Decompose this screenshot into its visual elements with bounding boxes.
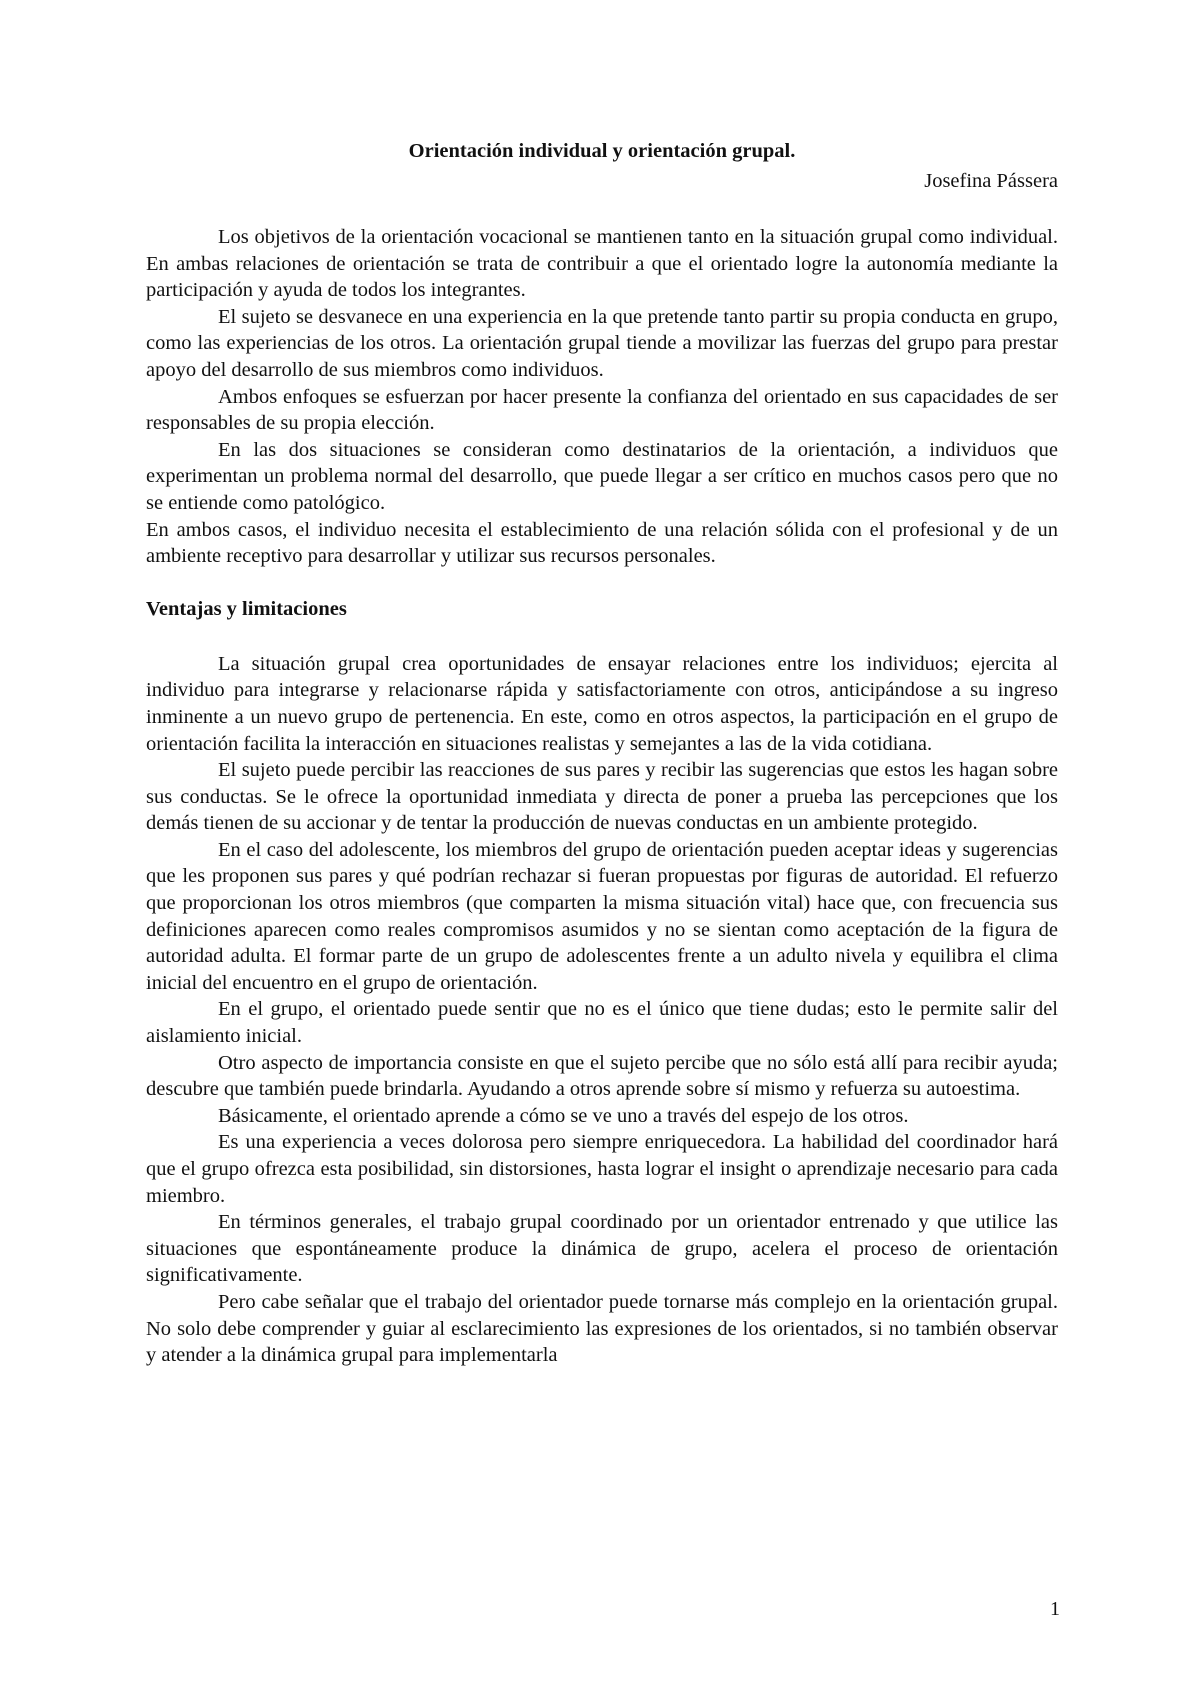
intro-section: [146, 224, 1058, 570]
intro-paragraph: En ambos casos, el individuo necesita el establecimiento de una relación sólida con el profesional y de un ambiente receptivo para desarrollar y utilizar sus recursos personales.: [146, 518, 1058, 568]
intro-paragraph: Ambos enfoques se esfuerzan por hacer presente la confianza del orientado en sus capacidades de ser responsables de su propia elección.: [146, 385, 1058, 435]
section-paragraph: El sujeto puede percibir las reacciones de sus pares y recibir las sugerencias que estos les hagan sobre sus conductas. Se le ofrece la oportunidad inmediata y directa de poner a prueba las percepciones que los demás tienen de su accionar y de tentar la producción de nuevas conductas en un ambiente protegido.: [146, 759, 1058, 835]
intro-paragraph: El sujeto se desvanece en una experiencia en la que pretende tanto partir su propia conducta en grupo, como las experiencias de los otros. La orientación grupal tiende a movilizar las fuerzas del grupo para prestar apoyo del desarrollo de sus miembros como individuos.: [146, 305, 1058, 381]
section-paragraph: Es una experiencia a veces dolorosa pero siempre enriquecedora. La habilidad del coordinador hará que el grupo ofrezca esta posibilidad, sin distorsiones, hasta lograr el insight o aprendizaje necesario para cada miembro.: [146, 1131, 1058, 1207]
intro-paragraph: En las dos situaciones se consideran como destinatarios de la orientación, a individuos que experimentan un problema normal del desarrollo, que puede llegar a ser crítico en muchos casos pero que no se entiende como patológico.: [146, 438, 1058, 514]
page-content: [146, 138, 1058, 1369]
section-paragraph: Pero cabe señalar que el trabajo del orientador puede tornarse más complejo en la orientación grupal. No solo debe comprender y guiar al esclarecimiento las expresiones de los orientados, si no también observar y atender a la dinámica grupal para implementarla: [146, 1290, 1058, 1367]
section-paragraph: En el caso del adolescente, los miembros del grupo de orientación pueden aceptar ideas y sugerencias que les proponen sus pares y qué podrían rechazar si fueran propuestas por figuras de autoridad. El refuerzo que proporcionan los otros miembros (que comparten la misma situación vital) hace que, con frecuencia sus definiciones aparecen como reales compromisos asumidos y no se sientan como aceptación de la figura de autoridad adulta. El formar parte de un grupo de adolescentes frente a un adulto nivela y equilibra el clima inicial del encuentro en el grupo de orientación.: [146, 838, 1058, 994]
document-author: Josefina Pássera: [924, 170, 1058, 192]
section-paragraph: En el grupo, el orientado puede sentir que no es el único que tiene dudas; esto le permite salir del aislamiento inicial.: [146, 998, 1058, 1048]
page-number: 1: [1050, 1598, 1060, 1620]
document-title: Orientación individual y orientación grupal.: [408, 140, 796, 162]
intro-paragraph: Los objetivos de la orientación vocacional se mantienen tanto en la situación grupal como individual. En ambas relaciones de orientación se trata de contribuir a que el orientado logre la autonomía mediante la participación y ayuda de todos los integrantes.: [146, 226, 1058, 302]
advantages-section: [146, 651, 1058, 1369]
section-paragraph: Otro aspecto de importancia consiste en que el sujeto percibe que no sólo está allí para recibir ayuda; descubre que también puede brindarla. Ayudando a otros aprende sobre sí mismo y refuerza su autoestima.: [146, 1051, 1058, 1101]
section-paragraph: Básicamente, el orientado aprende a cómo se ve uno a través del espejo de los otros.: [218, 1104, 909, 1127]
section-heading: Ventajas y limitaciones: [146, 597, 347, 620]
section-paragraph: En términos generales, el trabajo grupal coordinado por un orientador entrenado y que utilice las situaciones que espontáneamente produce la dinámica de grupo, acelera el proceso de orientación significativamente.: [146, 1211, 1058, 1287]
section-paragraph: La situación grupal crea oportunidades de ensayar relaciones entre los individuos; ejercita al individuo para integrarse y relacionarse rápida y satisfactoriamente con otros, anticipándose a su ingreso inminente a un nuevo grupo de pertenencia. En este, como en otros aspectos, la participación en el grupo de orientación facilita la interacción en situaciones realistas y semejantes a las de la vida cotidiana.: [146, 652, 1058, 755]
